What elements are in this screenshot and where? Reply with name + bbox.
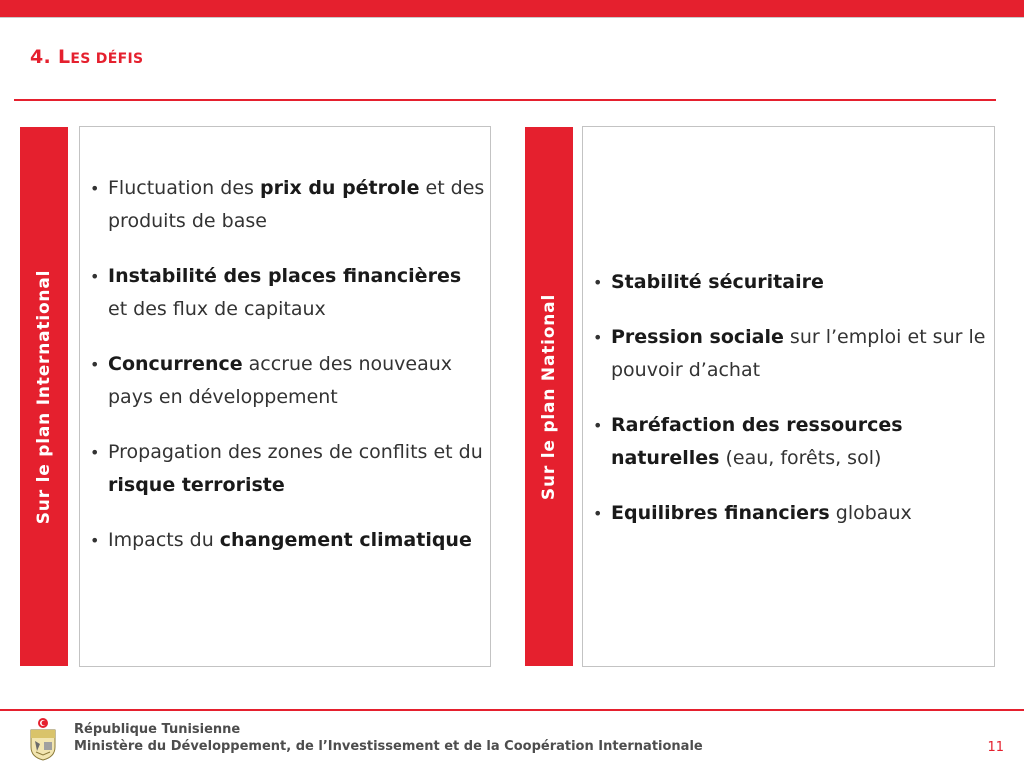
tunisia-coat-of-arms-icon xyxy=(26,717,60,761)
item-text: Propagation des zones de conflits et du xyxy=(108,441,483,463)
page-number: 11 xyxy=(987,740,1004,755)
national-challenges-list xyxy=(588,266,988,552)
title-divider xyxy=(14,99,996,101)
bullet-icon: • xyxy=(593,504,603,523)
slide-title: 4. LES DÉFIS xyxy=(30,46,144,68)
bold-text: Instabilité des places financières xyxy=(108,265,462,287)
footer-text xyxy=(74,721,703,755)
national-side-tab xyxy=(525,127,573,666)
bullet-icon: • xyxy=(90,531,100,550)
national-challenge-item xyxy=(588,409,988,475)
item-text: (eau, forêts, sol) xyxy=(719,447,882,469)
international-challenge-item xyxy=(85,524,485,557)
item-text: Impacts du xyxy=(108,529,220,551)
item-text: et des flux de capitaux xyxy=(108,298,326,320)
slide-title-rest: ES DÉFIS xyxy=(70,51,144,67)
footer-divider xyxy=(0,709,1024,711)
bold-text: Concurrence xyxy=(108,353,243,375)
national-challenge-item xyxy=(588,497,988,530)
international-side-tab xyxy=(20,127,68,666)
bullet-icon: • xyxy=(90,267,100,286)
national-challenge-item xyxy=(588,266,988,299)
bold-text: Equilibres financiers xyxy=(611,502,830,524)
top-accent-bar xyxy=(0,0,1024,18)
bold-text: risque terroriste xyxy=(108,474,285,496)
national-tab-label: Sur le plan National xyxy=(539,293,559,500)
bullet-icon: • xyxy=(90,179,100,198)
bullet-icon: • xyxy=(90,355,100,374)
item-text: accrue des nouveaux pays en développement xyxy=(108,353,453,408)
bold-text: Stabilité sécuritaire xyxy=(611,271,824,293)
national-challenge-item xyxy=(588,321,988,387)
bold-text: Raréfaction des ressources naturelles xyxy=(611,414,903,469)
bold-text: prix du pétrole xyxy=(259,177,420,199)
international-challenge-item xyxy=(85,172,485,238)
item-text: sur l’emploi et sur le pouvoir d’achat xyxy=(611,326,986,381)
item-text: et des produits de base xyxy=(108,177,485,232)
bullet-icon: • xyxy=(593,328,603,347)
item-text: Fluctuation des xyxy=(108,177,260,199)
international-challenge-item xyxy=(85,348,485,414)
bullet-icon: • xyxy=(593,273,603,292)
footer-republic: République Tunisienne xyxy=(74,722,241,737)
bullet-icon: • xyxy=(90,443,100,462)
international-challenge-item xyxy=(85,436,485,502)
international-tab-label: Sur le plan International xyxy=(34,269,54,524)
bold-text: changement climatique xyxy=(219,529,472,551)
bold-text: Pression sociale xyxy=(611,326,784,348)
bullet-icon: • xyxy=(593,416,603,435)
international-challenge-item xyxy=(85,260,485,326)
international-challenges-list xyxy=(85,172,485,579)
item-text: globaux xyxy=(829,502,912,524)
footer-ministry: Ministère du Développement, de l’Investissement et de la Coopération Internationale xyxy=(74,739,703,754)
